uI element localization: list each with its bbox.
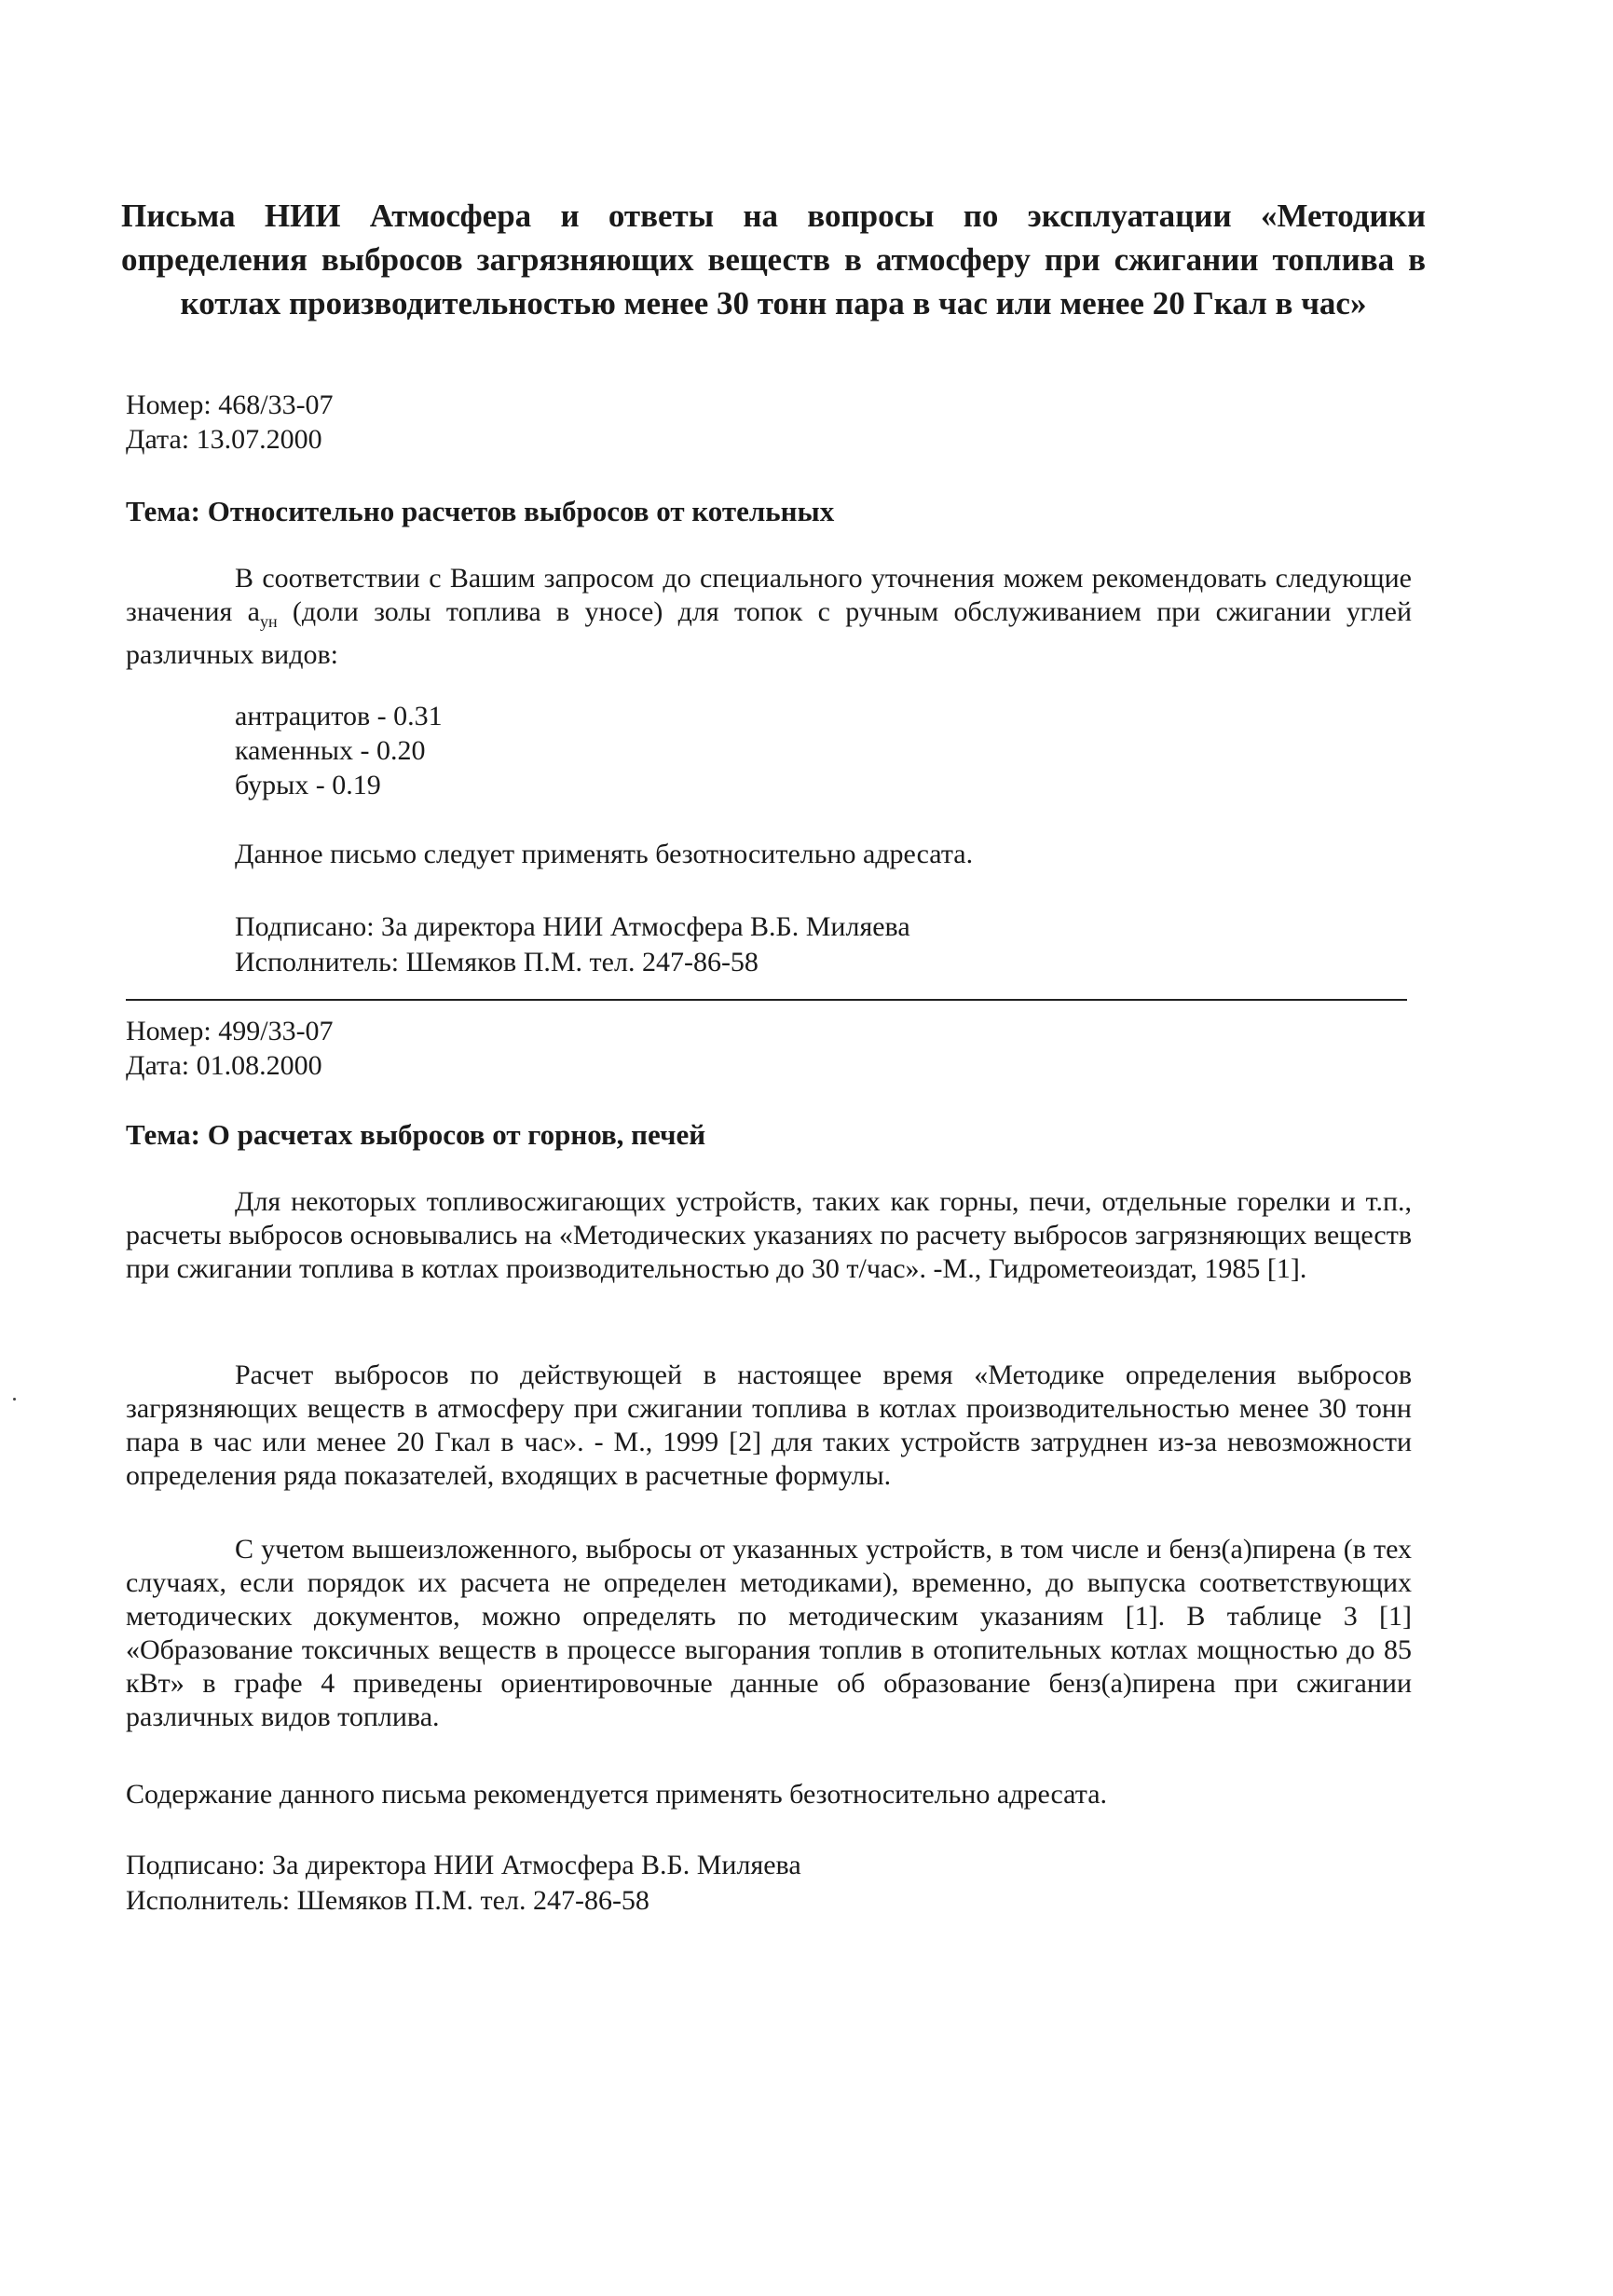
letter2-topic: Тема: О расчетах выбросов от горнов, печей xyxy=(126,1118,706,1151)
letter1-executor: Исполнитель: Шемяков П.М. тел. 247-86-58 xyxy=(235,947,759,977)
letter2-paragraph-1: Для некоторых топливосжигающих устройств, таких как горны, печи, отдельные горелки и т.п., расчеты выбросов основывались на «Методических указаниях по расчету выбросов загрязняющих веществ при сжигании топлива в котлах производительностью до 30 т/час». -М., Гидрометеоиздат, 1985 [1]. xyxy=(126,1186,1412,1284)
coal-value-hard: каменных - 0.20 xyxy=(235,735,426,766)
letter1-paragraph-subscript: ун xyxy=(259,612,278,631)
letter1-number: Номер: 468/33-07 xyxy=(126,390,334,420)
coal-values-list xyxy=(235,699,443,802)
letter1-date: Дата: 13.07.2000 xyxy=(126,424,322,455)
letter1-topic: Тема: Относительно расчетов выбросов от котельных xyxy=(126,495,835,527)
letter1-paragraph xyxy=(126,562,1412,672)
letter1-paragraph-start: В соответствии с Вашим запросом до специального уточнения можем рекомендовать следующие значения a xyxy=(126,563,1412,627)
scan-speck xyxy=(13,1398,16,1401)
coal-value-brown: бурых - 0.19 xyxy=(235,770,381,800)
letter2-signed: Подписано: За директора НИИ Атмосфера В.Б. Миляева xyxy=(126,1850,801,1880)
letter1-meta xyxy=(126,388,334,457)
letter2-note: Содержание данного письма рекомендуется применять безотносительно адресата. xyxy=(126,1779,1108,1810)
letter2-number: Номер: 499/33-07 xyxy=(126,1016,334,1046)
letter2-meta xyxy=(126,1014,334,1083)
letter1-signed: Подписано: За директора НИИ Атмосфера В.Б. Миляева xyxy=(235,911,910,942)
coal-value-anthracite: антрацитов - 0.31 xyxy=(235,701,443,731)
letter2-paragraph-3: С учетом вышеизложенного, выбросы от указанных устройств, в том числе и бенз(а)пирена (в тех случаях, если порядок их расчета не определен методиками), временно, до выпуска соответствующих методических документов, можно определять по методическим указаниям [1]. В таблице 3 [1] «Образование токсичных веществ в процессе выгорания топлив в отопительных котлах мощностью до 85 кВт» в графе 4 приведены ориентировочные данные об образование бенз(а)пирена при сжигании различных видов топлива. xyxy=(126,1534,1412,1732)
letter2-executor: Исполнитель: Шемяков П.М. тел. 247-86-58 xyxy=(126,1885,649,1916)
letters-divider xyxy=(126,999,1407,1001)
letter2-paragraph-2: Расчет выбросов по действующей в настоящее время «Методике определения выбросов загрязняющих веществ в атмосферу при сжигании топлива в котлах производительностью менее 30 тонн пара в час или менее 20 Гкал в час». - М., 1999 [2] для таких устройств затруднен из-за невозможности определения ряда показателей, входящих в расчетные формулы. xyxy=(126,1360,1412,1491)
letter1-note: Данное письмо следует применять безотносительно адресата. xyxy=(235,839,974,869)
letter1-paragraph-end: (доли золы топлива в уносе) для топок с ручным обслуживанием при сжигании углей различных видов: xyxy=(126,596,1412,670)
document-title: Письма НИИ Атмосфера и ответы на вопросы по эксплуатации «Методики определения выбросов загрязняющих веществ в атмосферу при сжигании топлива в котлах производительностью менее 30 тонн пара в час или менее 20 Гкал в час» xyxy=(121,198,1426,321)
letter2-date: Дата: 01.08.2000 xyxy=(126,1050,322,1081)
